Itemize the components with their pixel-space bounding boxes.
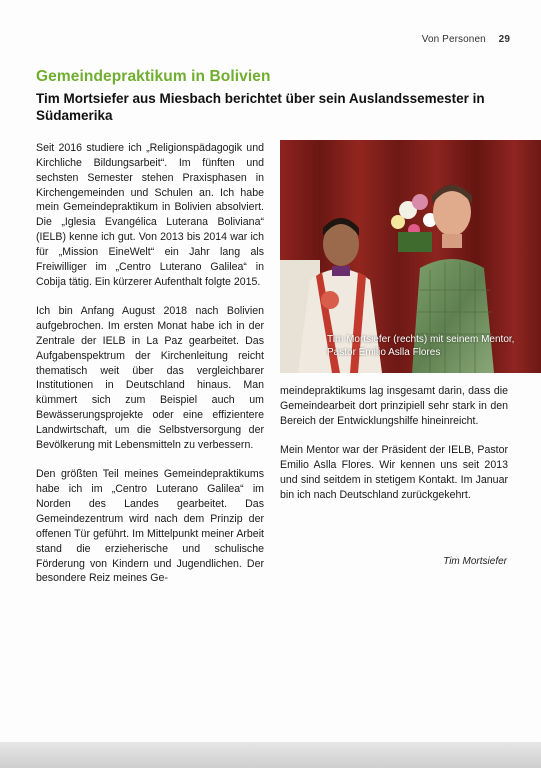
- author-signature: Tim Mortsiefer: [443, 556, 507, 567]
- paragraph: meindepraktikums lag insgesamt darin, dass die Gemeindearbeit dort prinzipiell sehr stark in den Bereich der Entwicklungshilfe hineinreicht.: [280, 385, 508, 427]
- photo-caption: Tim Mortsiefer (rechts) mit seinem Mentor, Pastor Emilio Aslla Flores: [327, 334, 515, 358]
- article-title: Gemeindepraktikum in Bolivien: [36, 68, 271, 85]
- paragraph: Ich bin Anfang August 2018 nach Bolivien aufgebrochen. Im ersten Monat habe ich in der Zentrale der IELB in La Paz gearbeitet. Das Aufgabenspektrum der Kirchenleitung reicht thematisch weit über das vergleichbarer Institutionen in Deutschland hinaus. Man kümmert sich zum Beispiel auch um Bewässerungsprojekte oder eine effizientere Landwirtschaft, um die Selbstversorgung der Bevölkerung mit Lebensmitteln zu verbessern.: [36, 305, 264, 451]
- left-text-column: [36, 141, 264, 601]
- paragraph: Seit 2016 studiere ich „Religionspädagogik und Kirchliche Bildungsarbeit“. Im fünften und sechsten Semester stehen Praxisphasen in Kirchengemeinden und Schulen an. Ich habe mein Gemeindepraktikum in Bolivien absolviert. Die „Iglesia Evangélica Luterana Boliviana“ (IELB) kenne ich gut. Von 2013 bis 2014 war ich für „Mission EineWelt“ ein Jahr lang als Freiwilliger im „Centro Luterano Galilea“ in Cobija tätig. Ein kürzerer Aufenthalt folgte 2015.: [36, 142, 264, 288]
- running-header: [422, 34, 510, 45]
- paragraph: Mein Mentor war der Präsident der IELB, Pastor Emilio Aslla Flores. Wir kennen uns seit 2013 und sind seitdem in stetigem Kontakt. Im Januar bin ich nach Deutschland zurückgekehrt.: [280, 444, 508, 501]
- right-text-column: [280, 384, 508, 518]
- section-name: Von Personen: [421, 34, 486, 45]
- article-subtitle: Tim Mortsiefer aus Miesbach berichtet über sein Auslandssemester in Südamerika: [36, 91, 485, 123]
- page-number: 29: [498, 34, 510, 45]
- paragraph: Den größten Teil meines Gemeindepraktikums habe ich im „Centro Luterano Galilea“ im Norden des Landes gearbeitet. Das Gemeindezentrum wird nach dem Prinzip der offenen Tür geführt. Im Mittelpunkt meiner Arbeit stand die erzieherische und schulische Förderung von Kindern und Jugendlichen. Der besondere Reiz meines Ge-: [36, 468, 264, 585]
- page-bottom-edge: [0, 742, 541, 768]
- article-photo: [280, 140, 541, 373]
